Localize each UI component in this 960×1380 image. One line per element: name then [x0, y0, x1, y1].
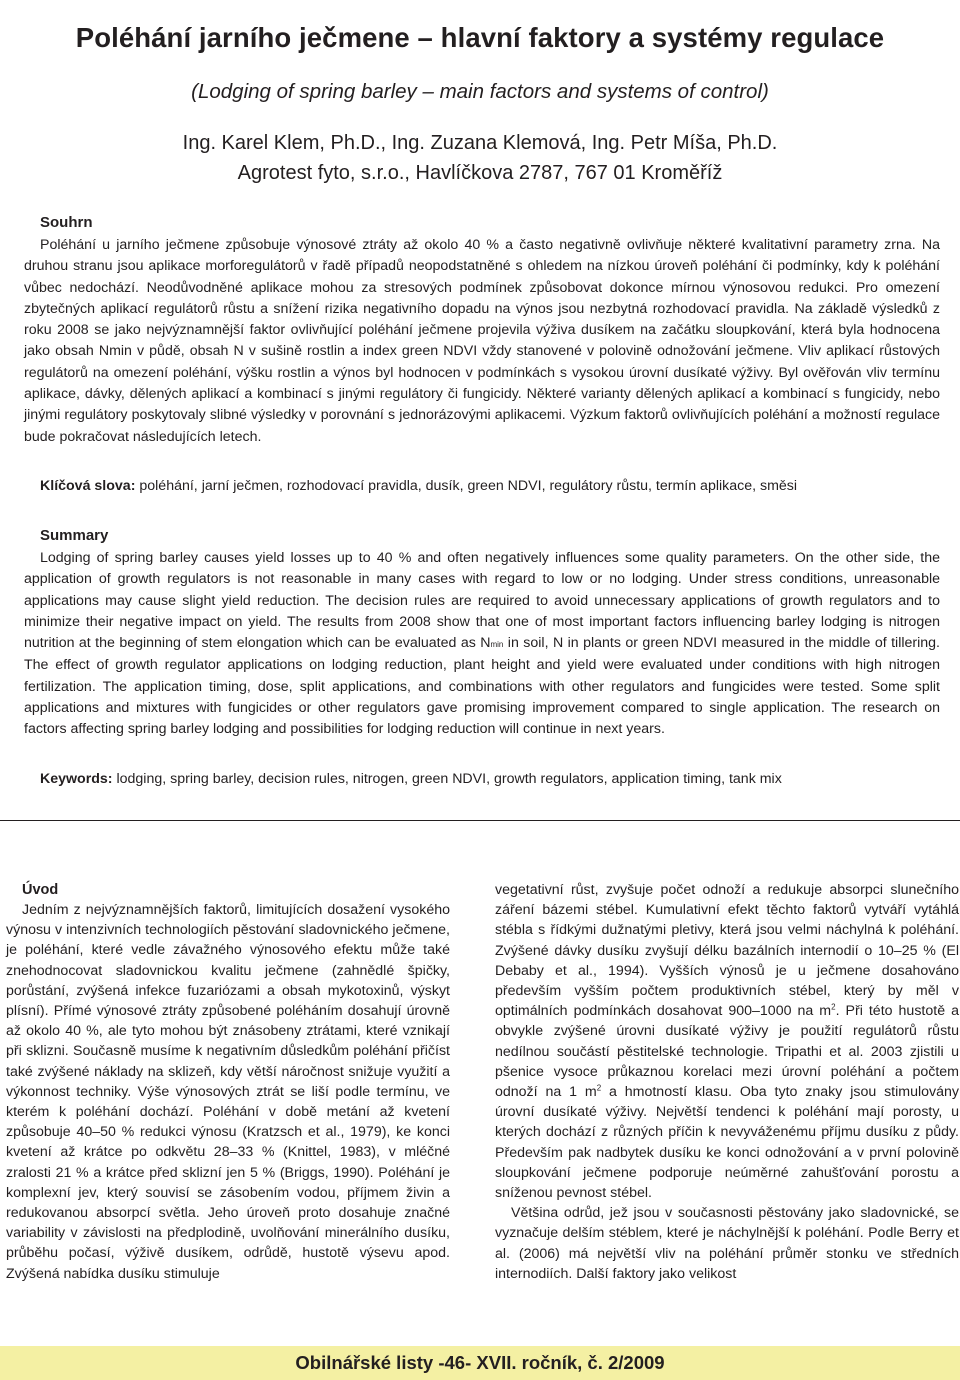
uvod-right-sup1: 2	[831, 1002, 836, 1012]
souhrn-keywords-text: poléhání, jarní ječmen, rozhodovací pravidla, dusík, green NDVI, regulátory růstu, termín aplikace, směsi	[139, 477, 798, 494]
uvod-right-part2: . Při této hustotě a obvykle zvýšené úrovni dusíkaté výživy je použití regulátorů růstu nedílnou součástí pěstitelské technologie. Tripathi et al. 2003 zjistili u pšenice vysoce průkaznou korelaci mezi úrovní poléhání a počtem odnoží na 1 m	[495, 1003, 959, 1101]
section-divider	[0, 820, 960, 821]
authors: Ing. Karel Klem, Ph.D., Ing. Zuzana Klemová, Ing. Petr Míša, Ph.D.	[182, 132, 778, 154]
souhrn-heading: Souhrn	[40, 214, 93, 231]
summary-text-part1: Lodging of spring barley causes yield losses up to 40 % and often negatively influences some quality parameters. On the other side, the application of growth regulators is not reasonable in many cases with regard to low or no lodging. Under stress conditions, unreasonable applications may cause slight yield reduction. The decision rules are required to avoid unnecessary applications of growth regulators and to minimize their negative impact on yield. The results from 2008 show that one of most important factors influencing barley lodging is nitrogen nutrition at the beginning of stem elongation which can be evaluated as N	[24, 550, 940, 652]
uvod-right-text	[495, 880, 959, 1203]
souhrn-keywords-label: Klíčová slova:	[40, 477, 136, 494]
souhrn-section	[24, 212, 940, 497]
souhrn-keywords	[40, 476, 940, 497]
page-subtitle: (Lodging of spring barley – main factors and systems of control)	[191, 80, 769, 103]
footer-text: Obilnářské listy -46- XVII. ročník, č. 2/2009	[295, 1352, 665, 1373]
uvod-left-text: Jedním z nejvýznamnějších faktorů, limitujících dosažení vysokého výnosu v intenzivních technologiích pěstování sladovnického ječmene, je poléhání, které vedle závažného výnosového efektu může také znehodnocovat sladovnickou kvalitu ječmene (zahnědlé špičky, porůstání, zvýšená infekce fuzariózami a obsah mykotoxinů, výskyt plísní). Přímé výnosové ztráty způsobené poléháním dosahují úrovně až okolo 40 %, ale tyto mohou být znásobeny ztrátami, které vznikají při sklizni. Současně musíme k negativním důsledkům poléhání přičíst také zvýšené náklady na sklizeň, kdy větší náročnost snižuje využití a výkonnost techniky. Výše výnosových ztrát se liší podle termínu, ve kterém k poléhání dochází. Poléhání v době metání až kvetení způsobuje 40–50 % redukci výnosu (Kratzsch et al., 1979), ke konci kvetení až krátce po odkvětu 28–33 % (Knittel, 1983), v mléčné zralosti 21 % a krátce před sklizní jen 5 % (Briggs, 1990). Poléhání je komplexní jev, který souvisí se zásobením vodou, příjmem živin a redukovanou absorpcí světla. Jeho úroveň proto dosahuje značné variability v závislosti na předplodině, uvolňování minerálního dusíku, průběhu počasí, výživě dusíkem, odrůdě, hustotě výsevu apod. Zvýšená nabídka dusíku stimuluje	[6, 902, 450, 1282]
affiliation: Agrotest fyto, s.r.o., Havlíčkova 2787, 767 01 Kroměříž	[237, 162, 723, 184]
uvod-right-paragraph2: Většina odrůd, jež jsou v současnosti pěstovány jako sladovnické, se vyznačuje delším stéblem, které je náchylnější k poléhání. Podle Berry et al. (2006) má největší vliv na poléhání průměr stonku ve středních internodiích. Další faktory jako velikost	[495, 1205, 959, 1282]
summary-text-sub: min	[490, 640, 504, 650]
summary-keywords-label: Keywords:	[40, 770, 113, 787]
summary-text-part2: in soil, N in plants or green NDVI measured in the middle of tillering. The effect of growth regulator applications on lodging reduction, plant height and yield were evaluated under conditions with high nitrogen fertilization. The application timing, dose, split applications, and combinations with other regulators and fungicides were tested. Some split applications and mixtures with fungicides or other regulators gave promising improvement compared to single application. The research on factors affecting spring barley lodging and possibilities for lodging reduction will continue in next years.	[24, 635, 940, 738]
page-title: Poléhání jarního ječmene – hlavní faktory a systémy regulace	[75, 22, 885, 53]
summary-heading: Summary	[40, 527, 109, 544]
summary-section	[24, 525, 940, 790]
summary-keywords-text: lodging, spring barley, decision rules, nitrogen, green NDVI, growth regulators, application timing, tank mix	[116, 770, 782, 787]
souhrn-text: Poléhání u jarního ječmene způsobuje výnosové ztráty až okolo 40 % a často negativně ovlivňuje některé kvalitativní parametry zrna. Na druhou stranu jsou aplikace morforegulátorů v řadě případů neopodstatněné s ohledem na nízkou úroveň poléhání či podmínky, kdy k poléhání vůbec nedochází. Neodůvodněné aplikace mohou za stresových podmínek způsobovat dokonce mírnou výnosovou redukci. Pro omezení zbytečných aplikací regulátorů růstu a snížení rizika negativního dopadu na výnos jsou nezbytná rozhodovací pravidla. Na základě výsledků z roku 2008 se jako nejvýznamnější faktor ovlivňující poléhání ječmene projevila výživa dusíkem na začátku sloupkování, která byla hodnocena jako obsah Nmin v půdě, obsah N v sušině rostlin a index green NDVI vždy stanovené v polovině odnožování ječmene. Vliv aplikací růstových regulátorů na omezení poléhání, výšku rostlin a výnos byl hodnocen v podmínkách s vysokou úrovní dusíkaté výživy. Byl ověřován vliv termínu aplikace, dávky, dělených aplikací a kombinací s jinými regulátory či fungicidy. Některé varianty dělených aplikací a kombinací s fungicidy, nebo jinými regulátory poskytovaly slibné výsledky v porovnání s jednorázovými aplikacemi. Výzkum faktorů ovlivňujících poléhání a možností regulace bude pokračovat následujících letech.	[24, 237, 940, 445]
author-block	[0, 128, 960, 188]
right-column	[495, 880, 959, 1284]
left-column	[6, 880, 450, 1284]
summary-keywords	[40, 769, 940, 790]
uvod-right-part3: a hmotností klasu. Oba tyto znaky jsou stimulovány úrovní dusíkaté výživy. Největší tendenci k poléhání mají porosty, u kterých dochází z různých příčin k nevyváženému příjmu dusíku z půdy. Především pak nadbytek dusíku ke konci odnožování a v první polovině sloupkování ječmene podporuje neúměrné zahušťování porostu a sníženou pevnost stébel.	[495, 1084, 959, 1202]
summary-text	[24, 548, 940, 741]
uvod-heading: Úvod	[22, 882, 59, 898]
uvod-right-sup2: 2	[596, 1083, 602, 1093]
uvod-right-part1: vegetativní růst, zvyšuje počet odnoží a redukuje absorpci slunečního záření bázemi stébel. Kumulativní efekt těchto faktorů vytváří vytáhlá stébla s řídkými dužnatými pletivy, která jsou velmi náchylná k poléhání. Zvýšené dávky dusíku zvyšují délku bazálních internodií o 10–25 % (El Debaby et al., 1994). Vyšších výnosů je u ječmene dosahováno především vyšším počtem produktivních stébel, který by měl v optimálních podmínkách dosahovat 900–1000 na m	[495, 882, 959, 1020]
